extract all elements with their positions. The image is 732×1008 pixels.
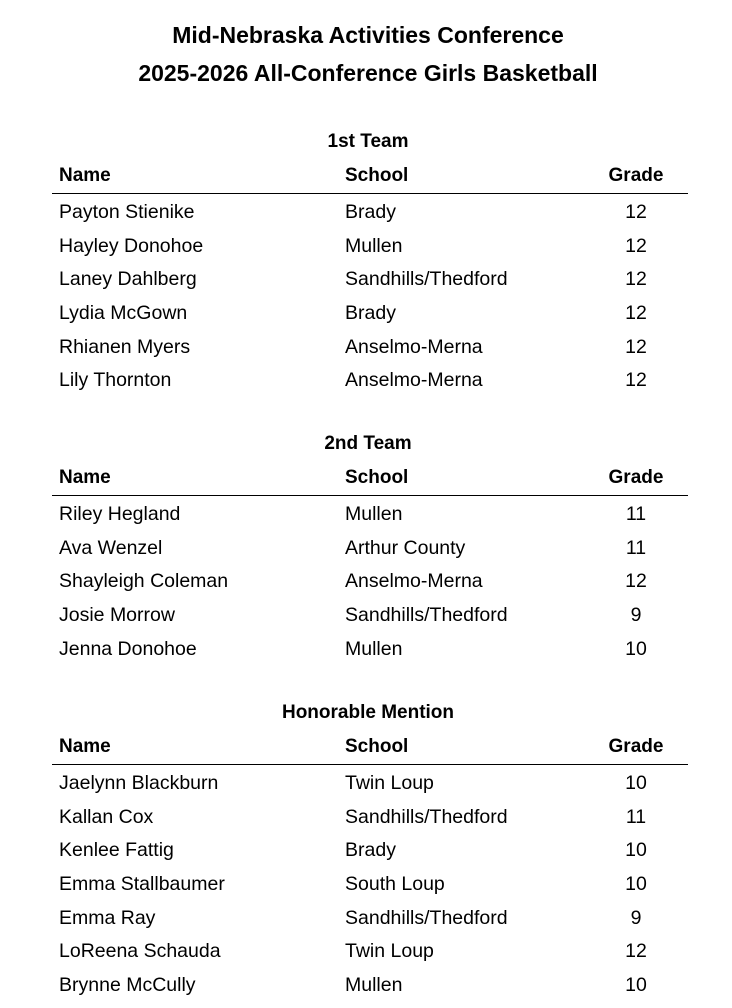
cell-grade: 12 bbox=[625, 335, 647, 358]
cell-grade: 12 bbox=[625, 570, 647, 593]
table-body bbox=[0, 200, 732, 402]
document-subtitle: 2025-2026 All-Conference Girls Basketball bbox=[138, 60, 598, 86]
cell-name: Lily Thornton bbox=[59, 369, 172, 392]
cell-school: Anselmo-Merna bbox=[345, 369, 483, 392]
cell-name: Laney Dahlberg bbox=[59, 268, 197, 291]
cell-name: Shayleigh Coleman bbox=[59, 570, 229, 593]
cell-grade: 11 bbox=[625, 805, 647, 828]
table-row bbox=[0, 838, 732, 872]
table-row bbox=[0, 335, 732, 369]
cell-grade: 9 bbox=[630, 906, 642, 929]
cell-grade: 11 bbox=[625, 503, 647, 525]
cell-school: Mullen bbox=[345, 974, 403, 997]
table-body bbox=[0, 771, 732, 1007]
table-row bbox=[0, 973, 732, 1007]
cell-grade: 11 bbox=[625, 536, 647, 559]
cell-grade: 9 bbox=[630, 604, 642, 627]
cell-school: Sandhills/Thedford bbox=[345, 604, 508, 627]
cell-grade: 12 bbox=[625, 940, 647, 963]
table-row bbox=[0, 301, 732, 335]
cell-name: Kenlee Fattig bbox=[59, 839, 174, 862]
column-header-grade: Grade bbox=[608, 736, 664, 757]
table-row bbox=[0, 234, 732, 268]
section-heading: 1st Team bbox=[327, 131, 409, 152]
table-row bbox=[0, 603, 732, 637]
table-row bbox=[0, 637, 732, 671]
header-divider bbox=[52, 495, 688, 496]
column-header-grade: Grade bbox=[608, 467, 664, 488]
cell-school: Brady bbox=[345, 839, 396, 862]
cell-name: Jaelynn Blackburn bbox=[59, 772, 219, 794]
cell-grade: 12 bbox=[625, 268, 647, 291]
cell-school: Anselmo-Merna bbox=[345, 335, 483, 358]
header-divider bbox=[52, 193, 688, 194]
table-row bbox=[0, 267, 732, 301]
document-title: Mid-Nebraska Activities Conference bbox=[172, 22, 564, 48]
cell-school: Brady bbox=[345, 302, 396, 325]
cell-school: Mullen bbox=[345, 503, 403, 525]
cell-grade: 12 bbox=[625, 369, 647, 392]
cell-school: Twin Loup bbox=[345, 772, 434, 794]
cell-name: Payton Stienike bbox=[59, 201, 195, 223]
section-heading: 2nd Team bbox=[324, 433, 412, 454]
cell-name: Josie Morrow bbox=[59, 604, 175, 627]
table-header-row bbox=[0, 735, 732, 759]
cell-name: Lydia McGown bbox=[59, 302, 188, 325]
table-row bbox=[0, 200, 732, 234]
cell-name: Kallan Cox bbox=[59, 805, 154, 828]
cell-grade: 10 bbox=[625, 637, 647, 660]
cell-grade: 10 bbox=[625, 772, 647, 794]
cell-school: Twin Loup bbox=[345, 940, 434, 963]
cell-name: Brynne McCully bbox=[59, 974, 196, 997]
table-row bbox=[0, 872, 732, 906]
table-row bbox=[0, 536, 732, 570]
cell-grade: 12 bbox=[625, 234, 647, 257]
column-header-school: School bbox=[345, 736, 409, 757]
table-body bbox=[0, 502, 732, 670]
header-divider bbox=[52, 764, 688, 765]
cell-name: Emma Ray bbox=[59, 906, 156, 929]
column-header-grade: Grade bbox=[608, 165, 664, 186]
cell-name: Jenna Donohoe bbox=[59, 637, 197, 660]
cell-school: Brady bbox=[345, 201, 396, 223]
cell-school: Arthur County bbox=[345, 536, 466, 559]
column-header-school: School bbox=[345, 467, 409, 488]
table-row bbox=[0, 569, 732, 603]
cell-school: Sandhills/Thedford bbox=[345, 805, 508, 828]
table-row bbox=[0, 368, 732, 402]
cell-name: LoReena Schauda bbox=[59, 940, 221, 963]
table-row bbox=[0, 906, 732, 940]
cell-school: Sandhills/Thedford bbox=[345, 268, 508, 291]
cell-school: Sandhills/Thedford bbox=[345, 906, 508, 929]
table-row bbox=[0, 805, 732, 839]
column-header-name: Name bbox=[59, 165, 111, 186]
table-row bbox=[0, 771, 732, 805]
table-header-row bbox=[0, 466, 732, 490]
cell-grade: 10 bbox=[625, 974, 647, 997]
cell-grade: 12 bbox=[625, 302, 647, 325]
column-header-school: School bbox=[345, 165, 409, 186]
cell-name: Rhianen Myers bbox=[59, 335, 191, 358]
column-header-name: Name bbox=[59, 467, 111, 488]
table-row bbox=[0, 502, 732, 536]
table-row bbox=[0, 939, 732, 973]
cell-grade: 10 bbox=[625, 839, 647, 862]
cell-name: Emma Stallbaumer bbox=[59, 873, 225, 896]
cell-name: Riley Hegland bbox=[59, 503, 181, 525]
cell-school: Mullen bbox=[345, 234, 403, 257]
cell-school: Mullen bbox=[345, 637, 403, 660]
cell-grade: 12 bbox=[625, 201, 647, 223]
cell-name: Hayley Donohoe bbox=[59, 234, 204, 257]
cell-grade: 10 bbox=[625, 873, 647, 896]
cell-school: Anselmo-Merna bbox=[345, 570, 483, 593]
section-heading: Honorable Mention bbox=[281, 702, 455, 723]
column-header-name: Name bbox=[59, 736, 111, 757]
cell-school: South Loup bbox=[345, 873, 445, 896]
table-header-row bbox=[0, 164, 732, 188]
cell-name: Ava Wenzel bbox=[59, 536, 163, 559]
